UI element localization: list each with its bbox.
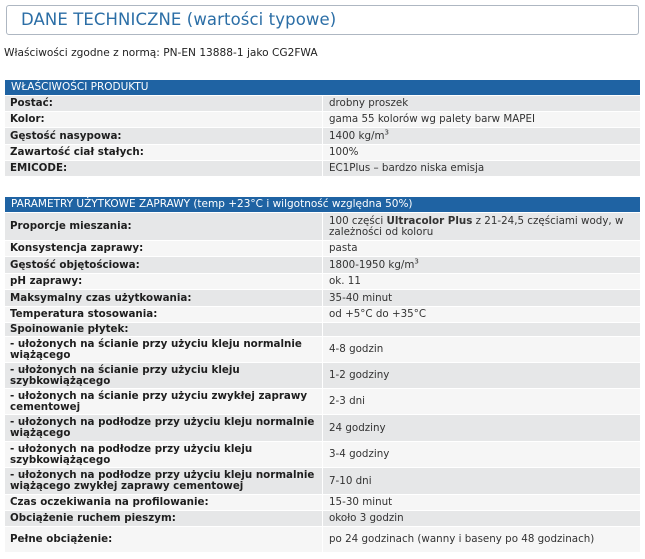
row-label: Kolor: — [5, 112, 323, 128]
row-value: 35-40 minut — [323, 290, 641, 307]
row-label: - ułożonych na ścianie przy użyciu kleju normalnie wiążącego — [5, 337, 323, 363]
row-value: ok. 11 — [323, 274, 641, 290]
table-row — [5, 161, 640, 177]
table-row — [5, 257, 640, 274]
product-properties-table — [5, 80, 640, 177]
table-row — [5, 241, 640, 257]
row-value: 3-4 godziny — [323, 442, 641, 468]
row-value: 15-30 minut — [323, 495, 641, 511]
row-value: drobny proszek — [323, 96, 641, 112]
row-value: 1800-1950 $kg/m^3$ — [323, 257, 641, 274]
table-row — [5, 415, 640, 442]
table-row — [5, 128, 640, 145]
row-value: 2-3 dni — [323, 389, 641, 415]
application-parameters-table — [5, 197, 640, 553]
row-label: - ułożonych na podłodze przy użyciu kleju normalnie wiążącego — [5, 415, 323, 442]
table-row — [5, 511, 640, 527]
table-row — [5, 145, 640, 161]
row-label: Gęstość objętościowa: — [5, 257, 323, 274]
row-label: Pełne obciążenie: — [5, 527, 323, 553]
table-row — [5, 527, 640, 553]
section-title-box — [6, 5, 639, 35]
row-label: Gęstość nasypowa: — [5, 128, 323, 145]
table-row — [5, 290, 640, 307]
row-value: pasta — [323, 241, 641, 257]
row-label: EMICODE: — [5, 161, 323, 177]
row-value: 100% — [323, 145, 641, 161]
row-label: Maksymalny czas użytkowania: — [5, 290, 323, 307]
table-row — [5, 213, 640, 241]
row-label: Czas oczekiwania na profilowanie: — [5, 495, 323, 511]
row-label: Zawartość ciał stałych: — [5, 145, 323, 161]
row-label: - ułożonych na ścianie przy użyciu zwykłej zaprawy cementowej — [5, 389, 323, 415]
table-row — [5, 323, 640, 337]
row-value: od +5°C do +35°C — [323, 307, 641, 323]
table-row — [5, 442, 640, 468]
row-label: Spoinowanie płytek: — [5, 323, 323, 337]
row-label: pH zaprawy: — [5, 274, 323, 290]
application-parameters-heading: PARAMETRY UŻYTKOWE ZAPRAWY (temp +23°C i wilgotność względna 50%) — [5, 197, 640, 213]
row-label: - ułożonych na podłodze przy użyciu kleju szybkowiążącego — [5, 442, 323, 468]
row-label: Proporcje mieszania: — [5, 213, 323, 241]
row-label: Obciążenie ruchem pieszym: — [5, 511, 323, 527]
table-row — [5, 495, 640, 511]
row-value: gama 55 kolorów wg palety barw MAPEI — [323, 112, 641, 128]
row-value: 100 części Ultracolor Plus z 21-24,5 częściami wody, w zależności od koloru — [323, 213, 641, 241]
table-row — [5, 307, 640, 323]
table-row — [5, 274, 640, 290]
product-properties-heading: WŁAŚCIWOŚCI PRODUKTU — [5, 80, 640, 96]
row-value: po 24 godzinach (wanny i baseny po 48 godzinach) — [323, 527, 641, 553]
table-row — [5, 112, 640, 128]
row-value: 7-10 dni — [323, 468, 641, 495]
row-value: 24 godziny — [323, 415, 641, 442]
row-value — [323, 323, 641, 337]
row-value: około 3 godzin — [323, 511, 641, 527]
row-value: EC1Plus – bardzo niska emisja — [323, 161, 641, 177]
row-label: Konsystencja zaprawy: — [5, 241, 323, 257]
row-value: 4-8 godzin — [323, 337, 641, 363]
row-value: 1400 $kg/m^3$ — [323, 128, 641, 145]
table-row — [5, 96, 640, 112]
table-row — [5, 337, 640, 363]
table-row — [5, 389, 640, 415]
row-label: Postać: — [5, 96, 323, 112]
row-label: - ułożonych na podłodze przy użyciu kleju normalnie wiążącego zwykłej zaprawy cementowej — [5, 468, 323, 495]
norm-statement: Właściwości zgodne z normą: PN-EN 13888-1 jako CG2FWA — [4, 47, 318, 59]
row-label: - ułożonych na ścianie przy użyciu kleju szybkowiążącego — [5, 363, 323, 389]
table-row — [5, 468, 640, 495]
row-label: Temperatura stosowania: — [5, 307, 323, 323]
table-row — [5, 363, 640, 389]
row-value: 1-2 godziny — [323, 363, 641, 389]
section-title: DANE TECHNICZNE (wartości typowe) — [21, 10, 337, 29]
